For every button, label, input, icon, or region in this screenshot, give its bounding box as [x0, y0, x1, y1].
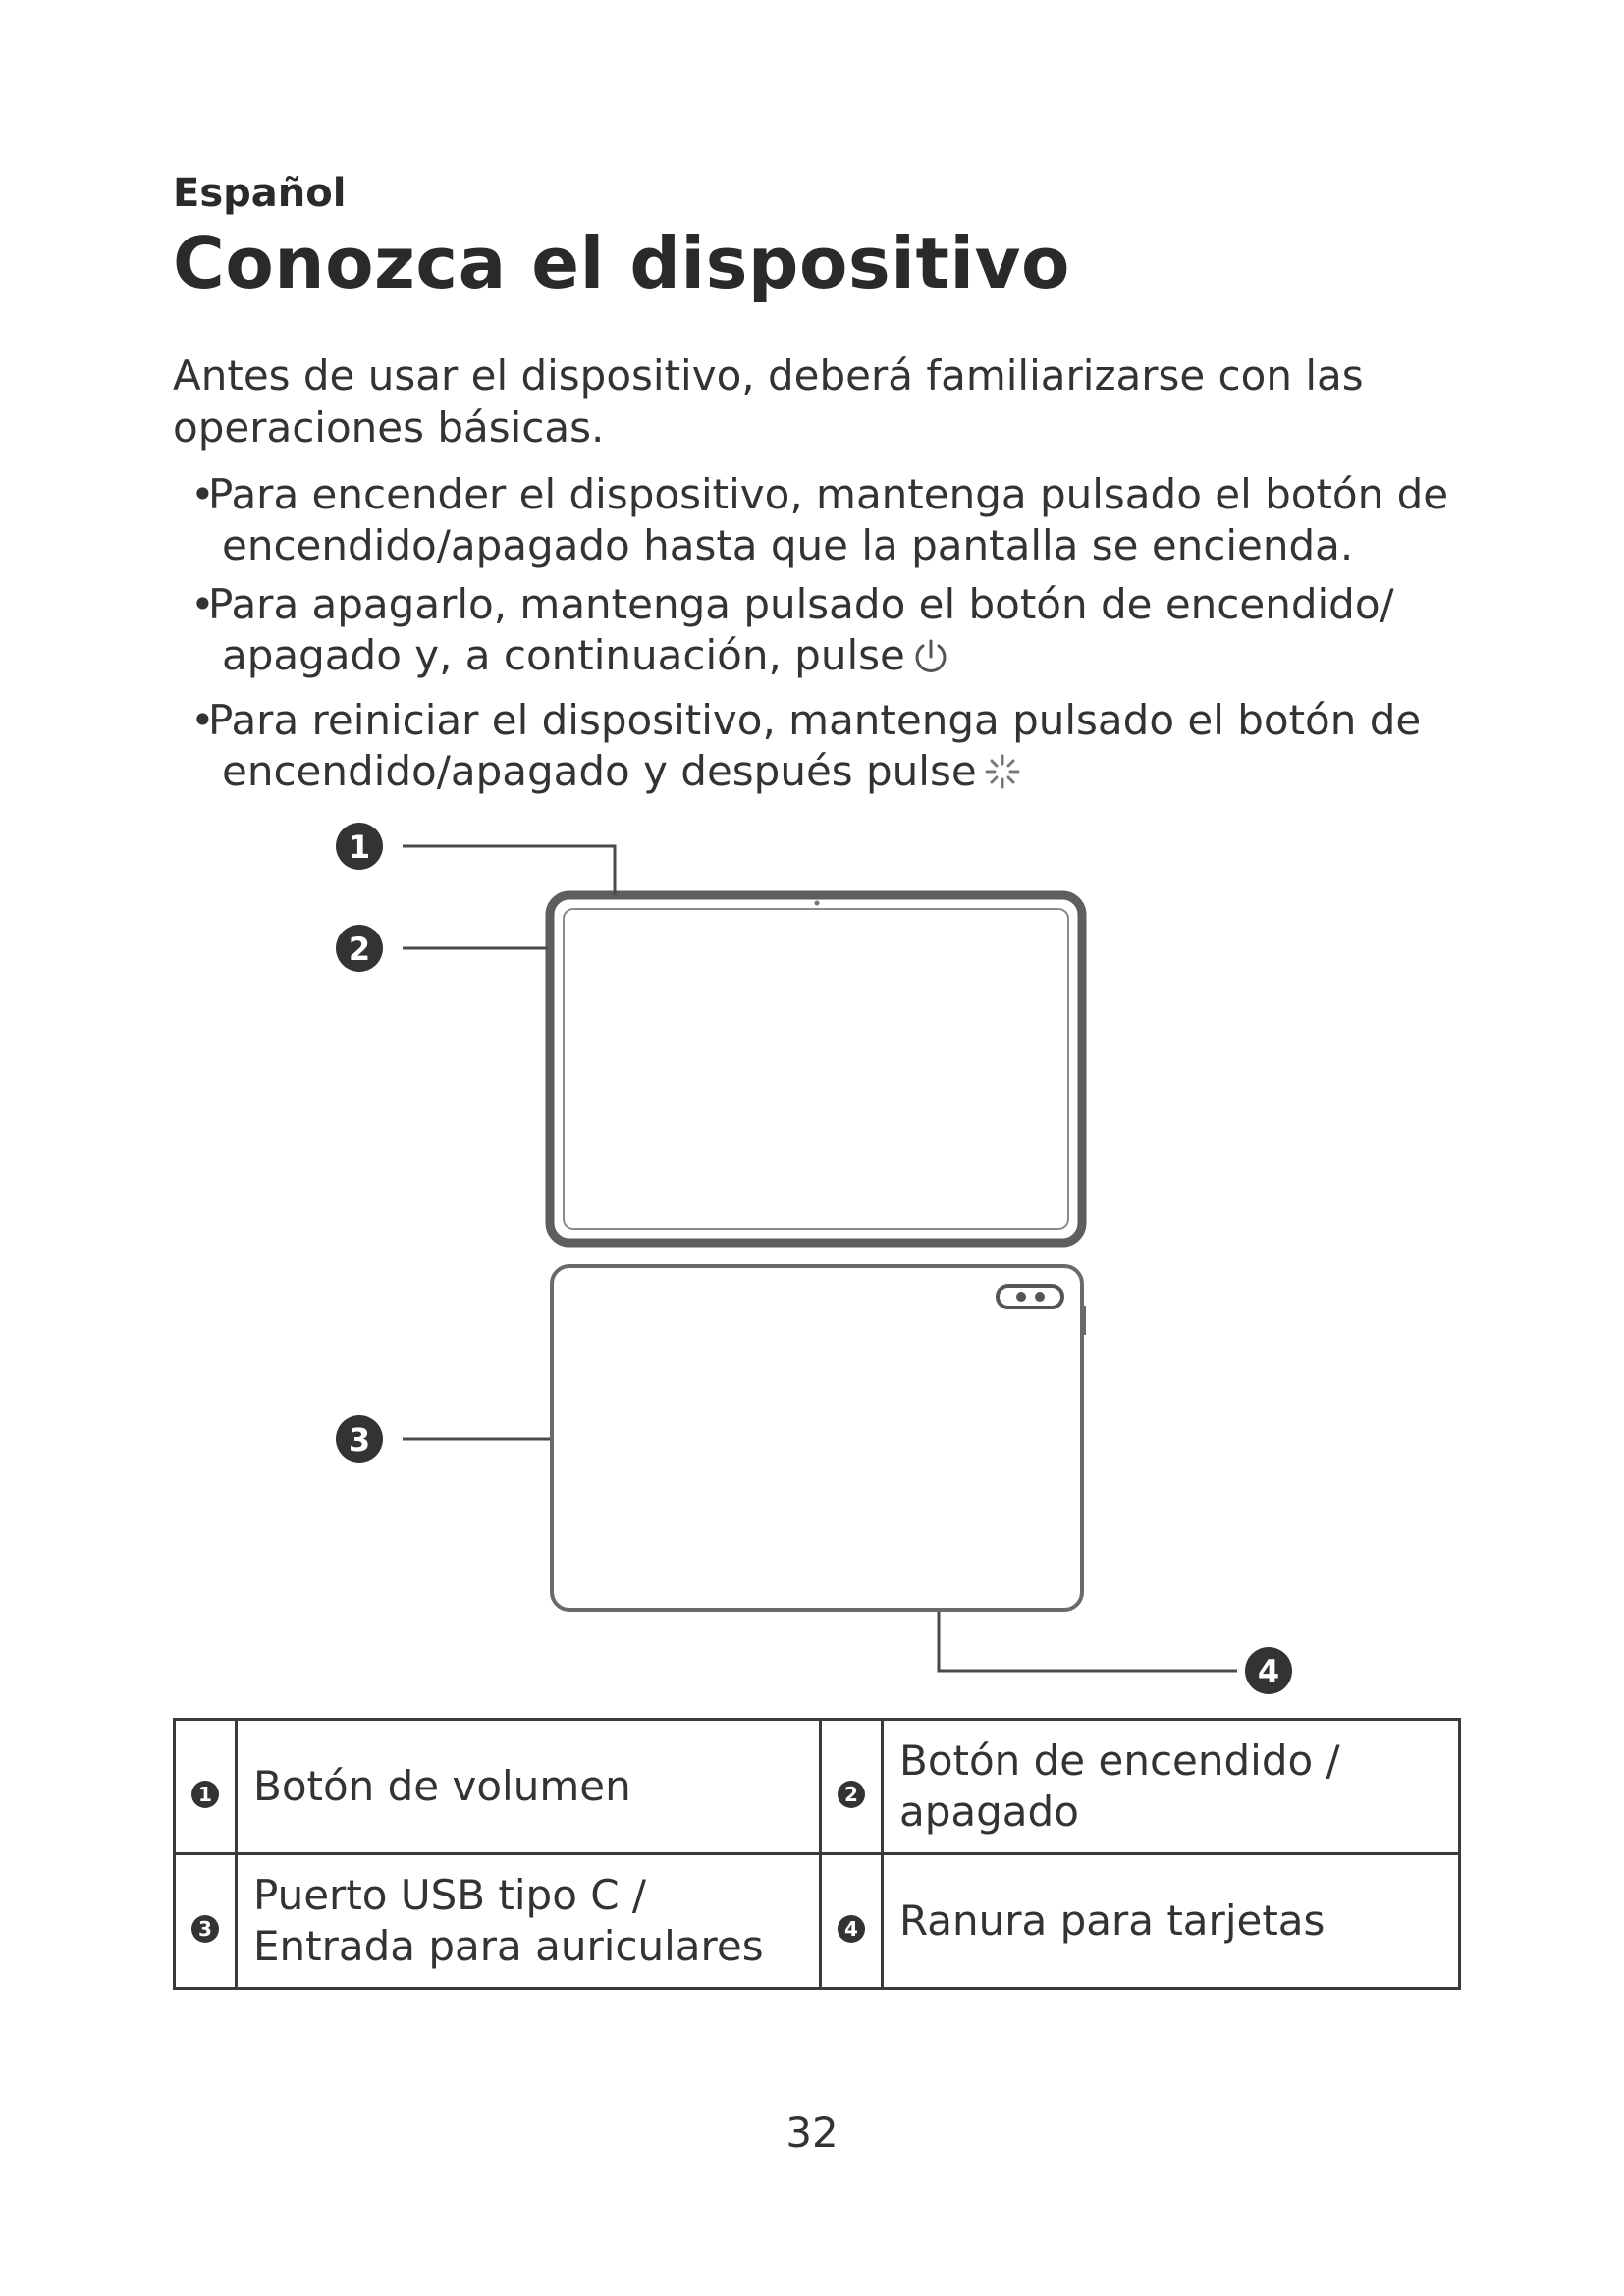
svg-text:4: 4 — [1257, 1653, 1280, 1690]
legend-number-cell — [175, 1854, 237, 1989]
legend-badge: 2 — [838, 1781, 865, 1808]
callout-2 — [336, 925, 383, 972]
bullet-power-off: • Para apagarlo, mantenga pulsado el botón de encendido/ apagado y, a continuación, pulse — [173, 579, 1508, 687]
callout-3 — [336, 1415, 383, 1463]
page-title: Conozca el dispositivo — [173, 222, 1070, 304]
page-number: 32 — [785, 2109, 839, 2157]
callout-1 — [336, 823, 383, 870]
legend-number-cell — [821, 1720, 883, 1854]
language-label: Español — [173, 171, 347, 216]
legend-table — [173, 1718, 1461, 1990]
intro-paragraph: Antes de usar el dispositivo, deberá familiarizarse con las operaciones básicas. — [173, 351, 1364, 452]
legend-number-cell — [175, 1720, 237, 1854]
svg-text:3: 3 — [348, 1421, 371, 1459]
legend-label: Botón de encendido / apagado — [883, 1720, 1460, 1854]
legend-label: Botón de volumen — [237, 1720, 821, 1854]
legend-label: Ranura para tarjetas — [883, 1854, 1460, 1989]
tablet-front — [550, 895, 1082, 1243]
svg-text:2: 2 — [348, 931, 371, 968]
callout-4 — [1245, 1647, 1292, 1694]
camera-module — [998, 1286, 1062, 1308]
legend-number-cell — [821, 1854, 883, 1989]
callout-line-1 — [403, 846, 615, 895]
legend-label: Puerto USB tipo C / Entrada para auriculares — [237, 1854, 821, 1989]
tablet-back — [552, 1266, 1084, 1610]
legend-badge: 1 — [191, 1781, 219, 1808]
svg-text:1: 1 — [348, 828, 371, 866]
legend-badge: 3 — [191, 1915, 219, 1943]
callout-line-4 — [939, 1612, 1237, 1671]
bullet-power-on: • Para encender el dispositivo, mantenga pulsado el botón de encendido/apagado hasta que la pantalla se encienda. — [173, 469, 1508, 571]
table-row — [175, 1854, 1460, 1989]
bullet-restart: • Para reiniciar el dispositivo, mantenga pulsado el botón de encendido/apagado y después pulse — [173, 695, 1508, 803]
table-row — [175, 1720, 1460, 1854]
legend-badge: 4 — [838, 1915, 865, 1943]
